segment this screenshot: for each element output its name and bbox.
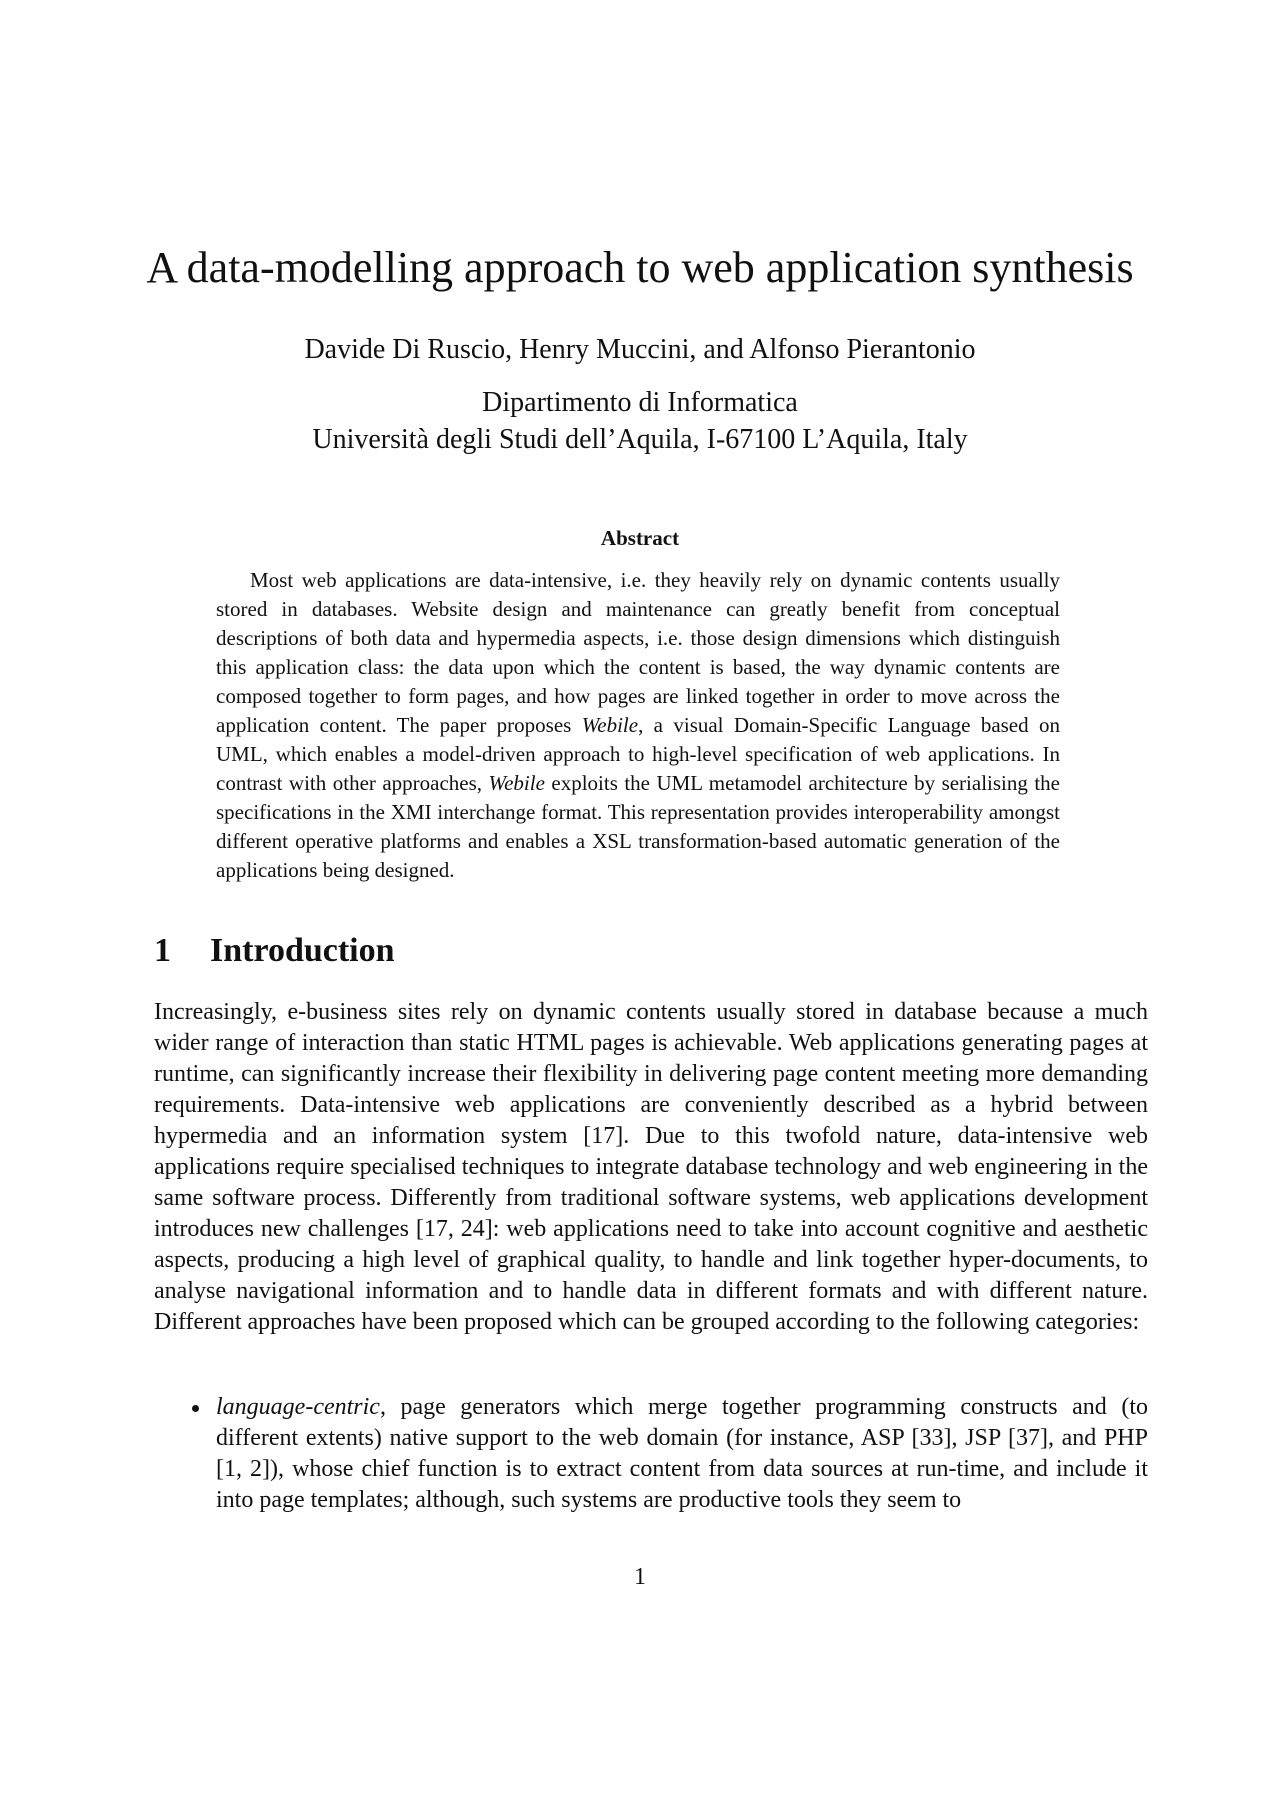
author-affiliation — [0, 384, 1280, 458]
section-number: 1 — [154, 932, 171, 969]
section-title: Introduction — [210, 932, 395, 969]
page-number: 1 — [634, 1564, 646, 1590]
category-term: language-centric — [216, 1394, 380, 1420]
abstract-term-webile: Webile — [581, 713, 639, 737]
abstract-text-part: , a visual Domain-Specific Language based on UML, which enables a model-driven approach to high-level specification of web applications. In contrast with other approaches, — [216, 713, 1060, 795]
approach-category-list — [154, 1392, 1148, 1516]
section-heading-introduction — [154, 930, 395, 972]
abstract-heading: Abstract — [600, 526, 680, 550]
abstract-term-webile: Webile — [488, 771, 545, 795]
paper-authors: Davide Di Ruscio, Henry Muccini, and Alfonso Pierantonio — [304, 334, 976, 365]
affiliation-department: Dipartimento di Informatica — [482, 387, 798, 418]
category-description: , page generators which merge together programming constructs and (to different extents) native support to the web domain (for instance, ASP [33], JSP [37], and PHP [1, 2]), whose chief function is to extract content from data sources at run-time, and include it into page templates; although, such systems are productive tools they seem to — [216, 1394, 1148, 1513]
paper-title: A data-modelling approach to web application synthesis — [146, 243, 1134, 292]
abstract-text — [216, 566, 1060, 885]
bullet-icon — [192, 1405, 199, 1412]
list-item — [154, 1392, 1148, 1516]
abstract-text-part: exploits the UML metamodel architecture by serialising the specifications in the XMI interchange format. This representation provides interoperability amongst different operative platforms and enables a XSL transformation-based automatic generation of the applications being designed. — [216, 771, 1060, 882]
affiliation-university: Università degli Studi dell’Aquila, I-67100 L’Aquila, Italy — [312, 424, 968, 455]
introduction-paragraph: Increasingly, e-business sites rely on dynamic contents usually stored in database because a much wider range of interaction than static HTML pages is achievable. Web applications generating pages at runtime, can significantly increase their flexibility in delivering page content meeting more demanding requirements. Data-intensive web applications are conveniently described as a hybrid between hypermedia and an information system [17]. Due to this twofold nature, data-intensive web applications require specialised techniques to integrate database technology and web engineering in the same software process. Differently from traditional software systems, web applications development introduces new challenges [17, 24]: web applications need to take into account cognitive and aesthetic aspects, producing a high level of graphical quality, to handle and link together hyper-documents, to analyse navigational information and to handle data in different formats and with different nature. Different approaches have been proposed which can be grouped according to the following categories: — [154, 999, 1148, 1335]
abstract-text-part: Most web applications are data-intensive, i.e. they heavily rely on dynamic contents usually stored in databases. Website design and maintenance can greatly benefit from conceptual descriptions of both data and hypermedia aspects, i.e. those design dimensions which distinguish this application class: the data upon which the content is based, the way dynamic contents are composed together to form pages, and how pages are linked together in order to move across the application content. The paper proposes — [216, 568, 1060, 737]
